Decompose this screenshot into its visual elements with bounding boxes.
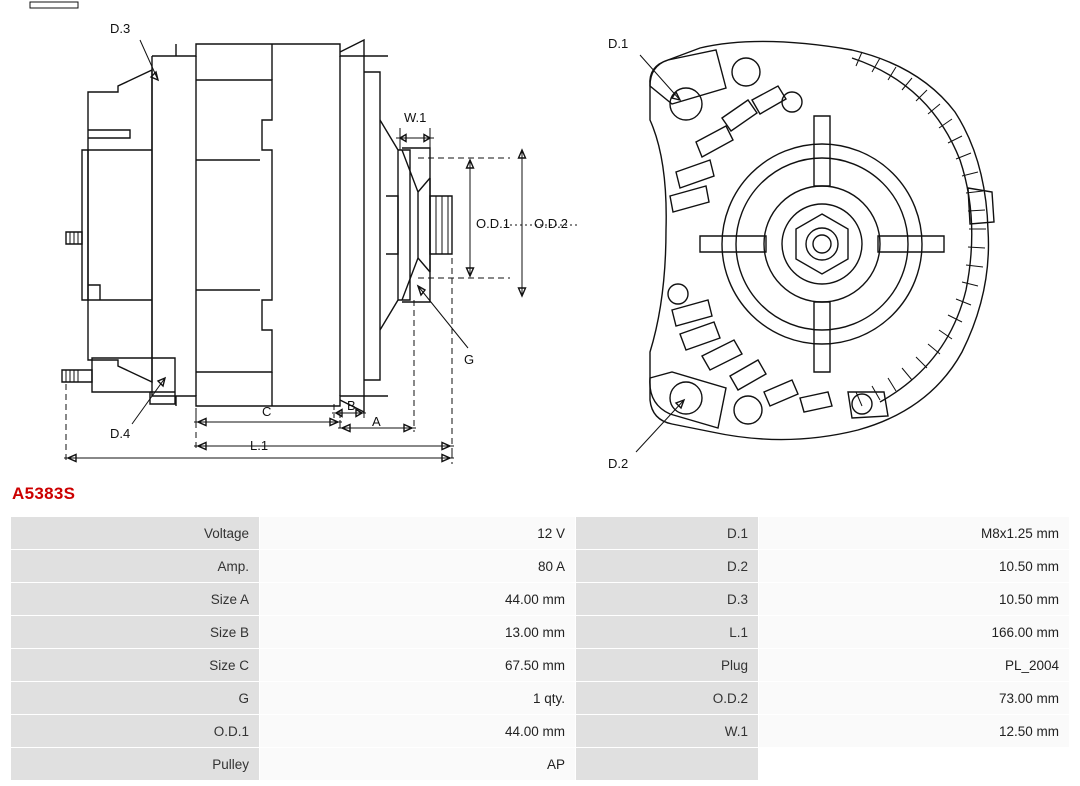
- spec-label-2: O.D.2: [576, 682, 759, 715]
- spec-label: Amp.: [11, 550, 260, 583]
- spec-value-2: 166.00 mm: [759, 616, 1070, 649]
- spec-label-2: W.1: [576, 715, 759, 748]
- spec-label-2: Plug: [576, 649, 759, 682]
- callout-od2: O.D.2: [534, 216, 568, 231]
- callout-d1: D.1: [608, 36, 629, 51]
- spec-value: 44.00 mm: [260, 583, 576, 616]
- spec-label-2: D.2: [576, 550, 759, 583]
- spec-value: 13.00 mm: [260, 616, 576, 649]
- spec-value-2: 10.50 mm: [759, 583, 1070, 616]
- table-row: [11, 583, 1070, 616]
- spec-value-2: [759, 748, 1070, 781]
- spec-label: Voltage: [11, 517, 260, 550]
- spec-value-2: 10.50 mm: [759, 550, 1070, 583]
- spec-label: G: [11, 682, 260, 715]
- callout-g: G: [464, 352, 475, 367]
- spec-value-2: M8x1.25 mm: [759, 517, 1070, 550]
- spec-label-2: [576, 748, 759, 781]
- spec-label: Size C: [11, 649, 260, 682]
- spec-value: 80 A: [260, 550, 576, 583]
- table-row: [11, 748, 1070, 781]
- table-row: [11, 517, 1070, 550]
- spec-value: 12 V: [260, 517, 576, 550]
- spec-value: AP: [260, 748, 576, 781]
- table-row: [11, 682, 1070, 715]
- table-row: [11, 649, 1070, 682]
- spec-label-2: L.1: [576, 616, 759, 649]
- callout-od1: O.D.1: [476, 216, 510, 231]
- spec-label-2: D.1: [576, 517, 759, 550]
- spec-value: 67.50 mm: [260, 649, 576, 682]
- table-row: [11, 550, 1070, 583]
- spec-value-2: 12.50 mm: [759, 715, 1070, 748]
- spec-label: Pulley: [11, 748, 260, 781]
- callout-c: C: [262, 404, 272, 419]
- part-number: A5383S: [12, 484, 76, 503]
- spec-value-2: PL_2004: [759, 649, 1070, 682]
- spec-value-2: 73.00 mm: [759, 682, 1070, 715]
- table-row: [11, 715, 1070, 748]
- specifications-table: [10, 516, 1070, 781]
- spec-value: 1 qty.: [260, 682, 576, 715]
- callout-l1: L.1: [250, 438, 269, 453]
- spec-label: Size A: [11, 583, 260, 616]
- callout-b: B: [347, 398, 356, 413]
- table-row: [11, 616, 1070, 649]
- callout-d4: D.4: [110, 426, 131, 441]
- spec-label-2: D.3: [576, 583, 759, 616]
- spec-value: 44.00 mm: [260, 715, 576, 748]
- spec-label: Size B: [11, 616, 260, 649]
- callout-d3: D.3: [110, 21, 131, 36]
- spec-label: O.D.1: [11, 715, 260, 748]
- callout-d2: D.2: [608, 456, 629, 471]
- callout-a: A: [372, 414, 381, 429]
- callout-w1: W.1: [404, 110, 427, 125]
